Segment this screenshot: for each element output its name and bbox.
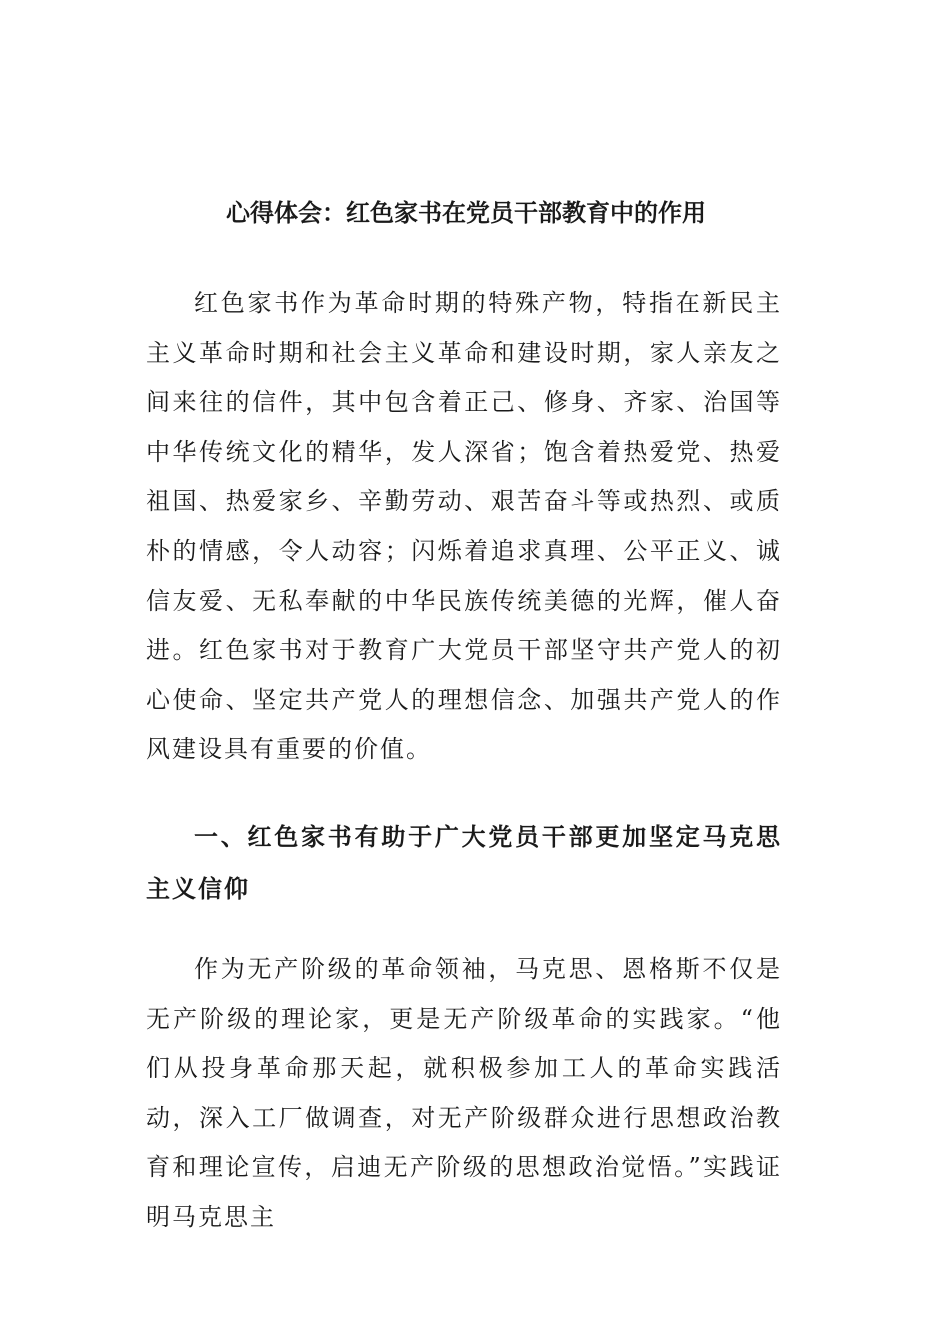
document-title: 心得体会：红色家书在党员干部教育中的作用	[226, 198, 706, 227]
body-paragraph: 作为无产阶级的革命领袖，马克思、恩格斯不仅是无产阶级的理论家，更是无产阶级革命的实践家。“他们从投身革命那天起，就积极参加工人的革命实践活动，深入工厂做调查，对无产阶级群众进行思想政治教育和理论宣传，启迪无产阶级的思想政治觉悟。”实践证明马克思主	[146, 955, 782, 1231]
section-heading: 一、红色家书有助于广大党员干部更加坚定马克思主义信仰	[146, 822, 782, 903]
intro-paragraph: 红色家书作为革命时期的特殊产物，特指在新民主主义革命时期和社会主义革命和建设时期，家人亲友之间来往的信件，其中包含着正己、修身、齐家、治国等中华传统文化的精华，发人深省；饱含着热爱党、热爱祖国、热爱家乡、辛勤劳动、艰苦奋斗等或热烈、或质朴的情感，令人动容；闪烁着追求真理、公平正义、诚信友爱、无私奉献的中华民族传统美德的光辉，催人奋进。红色家书对于教育广大党员干部坚守共产党人的初心使命、坚定共产党人的理想信念、加强共产党人的作风建设具有重要的价值。	[146, 289, 782, 764]
